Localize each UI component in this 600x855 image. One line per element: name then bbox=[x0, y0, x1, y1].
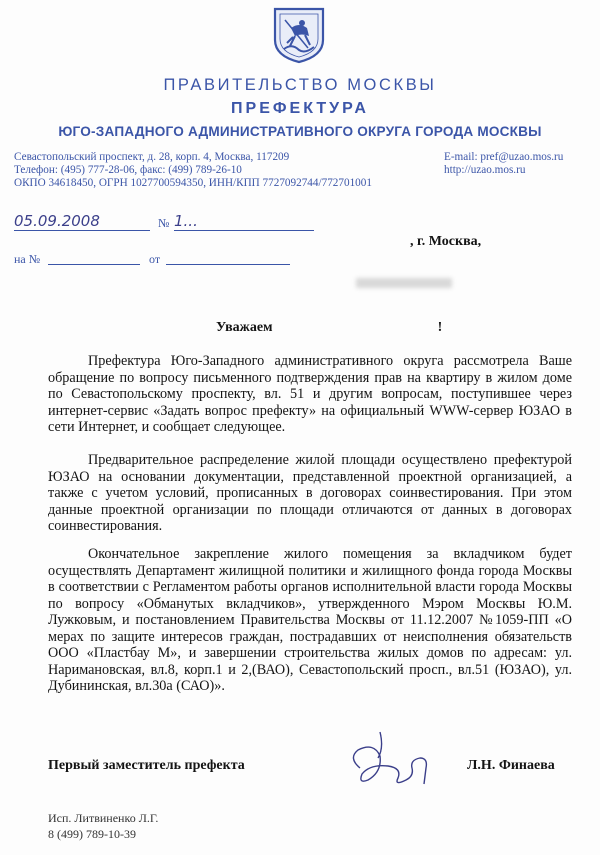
executor-block bbox=[48, 810, 158, 842]
greeting-end: ! bbox=[437, 320, 443, 335]
date-field bbox=[14, 212, 150, 230]
address-block bbox=[14, 151, 372, 190]
ref-date-label: от bbox=[149, 252, 161, 266]
handwritten-signature-icon bbox=[340, 728, 436, 794]
executor-phone: 8 (499) 789-10-39 bbox=[48, 827, 136, 841]
moscow-coat-of-arms-icon bbox=[272, 6, 326, 64]
redacted-recipient bbox=[356, 278, 452, 288]
phones: Телефон: (495) 777-28-06, факс: (499) 789-26-10 bbox=[14, 164, 242, 176]
signatory-title: Первый заместитель префекта bbox=[48, 758, 245, 773]
executor-name: Исп. Литвиненко Л.Г. bbox=[48, 811, 159, 825]
government-title: ПРАВИТЕЛЬСТВО МОСКВЫ bbox=[163, 76, 437, 94]
number-handwritten: 1... bbox=[174, 212, 198, 230]
signatory-name: Л.Н. Финаева bbox=[467, 758, 555, 773]
website[interactable]: http://uzao.mos.ru bbox=[444, 164, 526, 176]
ref-number-field bbox=[48, 250, 140, 265]
date-handwritten: 05.09.2008 bbox=[14, 212, 100, 230]
ref-number-label: на № bbox=[14, 252, 41, 266]
ref-date-field bbox=[166, 250, 290, 265]
contact-block bbox=[444, 151, 563, 177]
greeting bbox=[216, 320, 442, 336]
address: Севастопольский проспект, д. 28, корп. 4, Москва, 117209 bbox=[14, 151, 290, 163]
body-paragraph-2: Предварительное распределение жилой площади осуществлено префектурой ЮЗАО на основании документации, представленной проектной организацией, а также с учетом условий, прописанных в договорах соинвестирования. При этом данные проектной организации по площади отличаются от данных в договорах соинвестирования. bbox=[48, 452, 572, 534]
registration-codes: ОКПО 34618450, ОГРН 1027700594350, ИНН/КПП 7727092744/772701001 bbox=[14, 177, 372, 189]
district-title: ЮГО-ЗАПАДНОГО АДМИНИСТРАТИВНОГО ОКРУГА ГОРОДА МОСКВЫ bbox=[58, 124, 542, 139]
body-paragraph-1: Префектура Юго-Западного административного округа рассмотрела Ваше обращение по вопросу письменного подтверждения прав на квартиру в жилом доме по Севастопольскому проспекту, вл. 51 и другим вопросам, поступившее через интернет-сервис «Задать вопрос префекту» на официальный WWW-сервер ЮЗАО в сети Интернет, и сообщает следующее. bbox=[48, 353, 572, 435]
email: E-mail: pref@uzao.mos.ru bbox=[444, 151, 564, 163]
greeting-start: Уважаем bbox=[216, 320, 273, 335]
number-field bbox=[174, 212, 314, 230]
body-paragraph-3: Окончательное закрепление жилого помещения за вкладчиком будет осуществлять Департамент жилищной политики и жилищного фонда города Москвы в соответствии с Регламентом работы органов исполнительной власти города Москвы по вопросу «Обманутых вкладчиков», утвержденного Мэром Москвы Ю.М. Лужковым, и постановлением Правительства Москвы от 11.12.2007 №1059-ПП «О мерах по защите интересов граждан, пострадавших от неисполнения обязательств ООО «Пластбау М», и завершении строительства жилых домов по адресам: ул. Наримановская, вл.8, корп.1 и 2,(ВАО), Севастопольский просп., вл.51 (ЮЗАО), ул. Дубининская, вл.30а (САО)». bbox=[48, 546, 572, 694]
city: , г. Москва, bbox=[410, 234, 482, 249]
number-label: № bbox=[158, 216, 170, 230]
prefecture-title: ПРЕФЕКТУРА bbox=[231, 100, 369, 117]
